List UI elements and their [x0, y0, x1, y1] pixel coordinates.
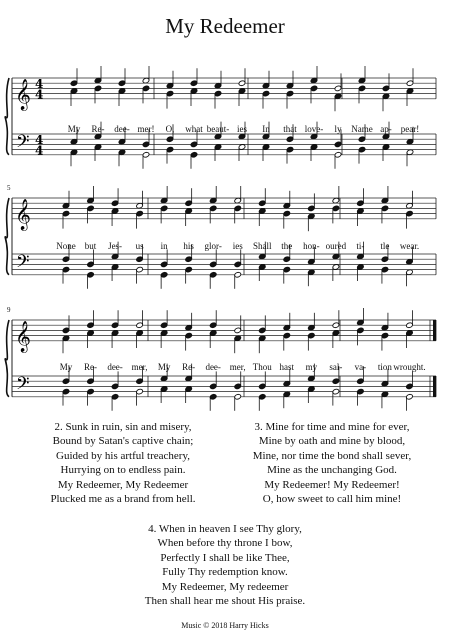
lyric-syllable: in [160, 241, 168, 251]
lyric-syllable: oured [325, 241, 347, 251]
lyric-syllable: dee- [205, 362, 221, 372]
lyric-syllable: Name [351, 124, 373, 134]
lyric-syllable: My [157, 362, 171, 372]
lyric-syllable: mer, [131, 362, 148, 372]
lyric-syllable: My [67, 124, 81, 134]
lyric-syllable: Re- [91, 124, 105, 134]
lyric-syllable: Shall [253, 241, 272, 251]
verse-line: 2. Sunk in ruin, sin and misery, [54, 421, 192, 433]
lyric-syllable: dee- [107, 362, 123, 372]
lyric-syllable: In [262, 124, 270, 134]
brace [5, 78, 9, 155]
verse-line: Bound by Satan's captive chain; [52, 435, 194, 448]
time-signature-bottom: 4 [35, 143, 44, 158]
lyric-syllable: hast [279, 362, 295, 372]
final-barline [433, 320, 436, 341]
lyric-syllable: his [183, 241, 194, 251]
verse-4 [115, 522, 335, 608]
verse-line: Plucked me as a brand from hell. [50, 493, 196, 506]
lyric-syllable: Re- [182, 362, 196, 372]
lyric-syllable: beaut- [206, 124, 230, 134]
song-title: My Redeemer [165, 14, 285, 38]
lyric-syllable: pear! [400, 124, 420, 134]
lyric-syllable: dee- [114, 124, 130, 134]
time-signature-bottom: 4 [35, 87, 44, 102]
lyric-syllable: us [135, 241, 144, 251]
verse-line: My Redeemer! My Redeemer! [264, 478, 400, 491]
verse-line: 4. When in heaven I see Thy glory, [148, 523, 302, 535]
final-barline [433, 376, 436, 397]
lyric-syllable: Re- [84, 362, 98, 372]
lyric-syllable: the [281, 241, 293, 251]
lyric-syllable: that [283, 124, 297, 134]
lyric-syllable: but [84, 241, 97, 251]
copyright-footer: Music © 2018 Harry Hicks [181, 621, 269, 630]
lyric-syllable: hon- [303, 241, 320, 251]
verse-line: Mine, nor time the bond shall sever, [252, 449, 412, 462]
lyric-syllable: ly [334, 124, 342, 134]
treble-clef-icon: 𝄞 [15, 198, 31, 230]
lyric-syllable: tion [377, 362, 392, 372]
verse-line: O, how sweet to call him mine! [262, 493, 402, 506]
brace [5, 198, 9, 275]
verse-line: When before thy throne I bow, [157, 537, 293, 550]
measure-number: 5 [7, 184, 11, 192]
lyric-syllable: sal- [329, 362, 343, 372]
lyric-syllable: My [59, 362, 73, 372]
bass-clef-icon: 𝄢 [16, 131, 30, 156]
verse-line: Then shall hear me shout His praise. [144, 595, 306, 608]
verse-line: Hurrying on to endless pain. [60, 464, 186, 477]
verse-3 [232, 420, 432, 506]
lyric-syllable: glor- [204, 241, 222, 251]
verse-line: My Redeemer, My redeemer [161, 580, 289, 593]
brace [5, 320, 9, 397]
verse-line: Guided by his artful treachery, [56, 449, 190, 462]
lyric-syllable: ies [237, 124, 247, 134]
time-signature-top: 4 [35, 132, 44, 147]
lyric-syllable: my [305, 362, 318, 372]
lyric-syllable: mer! [137, 124, 155, 134]
music-system [0, 66, 450, 176]
lyric-syllable: O, [165, 124, 175, 134]
lyric-syllable: mer, [229, 362, 246, 372]
lyric-syllable: va- [354, 362, 367, 372]
lyric-syllable: wrought. [393, 362, 426, 372]
verse-line: 3. Mine for time and mine for ever, [254, 421, 410, 433]
lyric-syllable: None [56, 241, 76, 251]
treble-clef-icon: 𝄞 [15, 78, 31, 110]
verse-line: Perfectly I shall be like Thee, [160, 551, 290, 564]
lyric-syllable: love- [304, 124, 324, 134]
bass-clef-icon: 𝄢 [16, 251, 30, 276]
lyric-syllable: tle [380, 241, 390, 251]
lyric-syllable: ti- [356, 241, 365, 251]
lyric-syllable: ies [232, 241, 243, 251]
verse-2 [28, 420, 218, 506]
time-signature-top: 4 [35, 76, 44, 91]
measure-number: 9 [7, 306, 11, 314]
lyric-syllable: Thou [252, 362, 272, 372]
treble-clef-icon: 𝄞 [15, 320, 31, 352]
bass-clef-icon: 𝄢 [16, 373, 30, 398]
lyric-syllable: Jes- [108, 241, 123, 251]
verse-line: Fully Thy redemption know. [162, 566, 288, 579]
lyric-syllable: wear. [399, 241, 420, 251]
lyric-syllable: what [185, 124, 203, 134]
lyric-syllable: ap- [380, 124, 392, 134]
verse-line: My Redeemer, My Redeemer [57, 478, 189, 491]
verse-line: Mine as the unchanging God. [267, 464, 397, 477]
verse-line: Mine by oath and mine by blood, [258, 435, 406, 448]
